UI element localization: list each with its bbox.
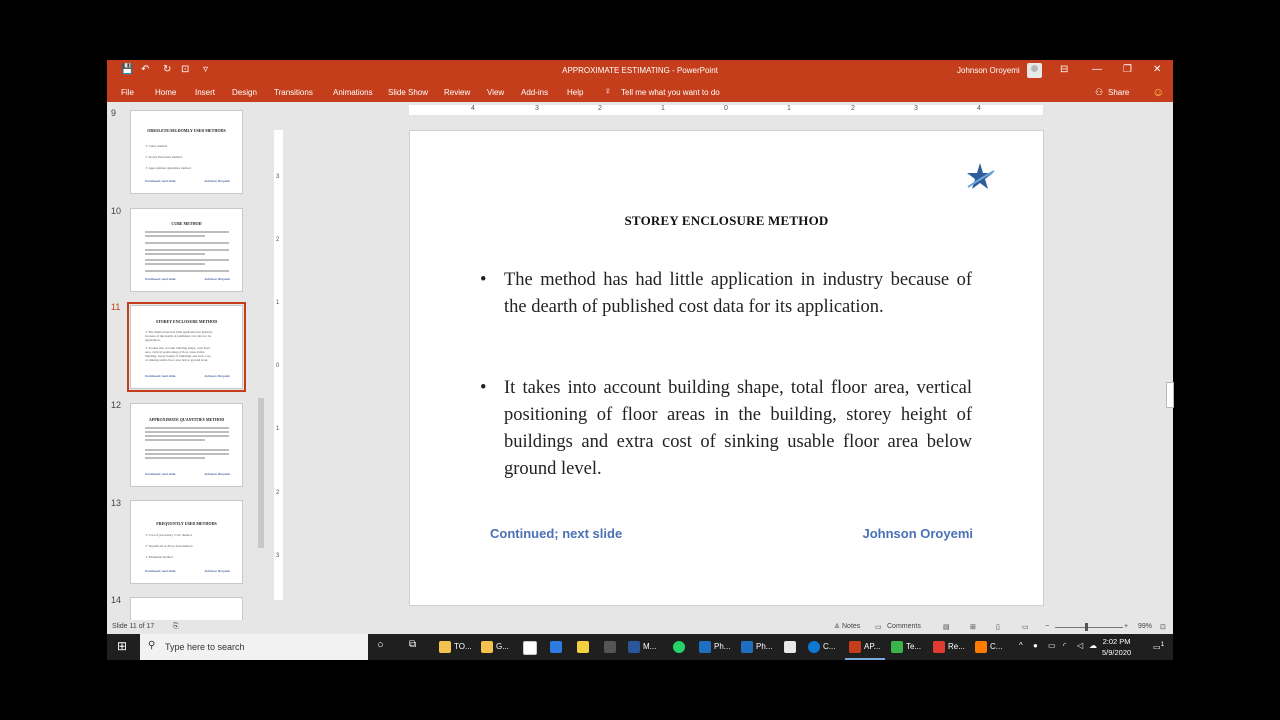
- taskbar-app-edge[interactable]: C...: [808, 641, 835, 653]
- thumb-title: OBSOLETE/SELDOMLY USED METHODS: [147, 128, 226, 133]
- thumb-text-line: [145, 263, 205, 265]
- thumb-text-line: [145, 270, 229, 272]
- thumb-number: 9: [111, 108, 117, 118]
- ruler-tick: 1: [661, 105, 665, 112]
- taskbar-app-document[interactable]: [784, 641, 799, 653]
- ruler-tick: 4: [977, 105, 981, 112]
- vertical-ruler: [274, 130, 283, 600]
- camtasia-icon: [891, 641, 903, 653]
- slide-footer-right[interactable]: Johnson Oroyemi: [862, 526, 973, 541]
- thumb-line: area, vertical positioning of floor areas in the: [145, 350, 205, 354]
- comments-button[interactable]: Comments: [887, 623, 921, 630]
- taskbar-app-photos-1[interactable]: Ph...: [699, 641, 730, 653]
- ruler-tick: 1: [276, 426, 280, 432]
- bullet-text: The method has had little application in industry because of the dearth of published cost data for its application.: [504, 270, 972, 317]
- ruler-tick: 0: [724, 105, 728, 112]
- photos-icon: [699, 641, 711, 653]
- ruler-tick: 1: [787, 105, 791, 112]
- smiley-feedback-icon[interactable]: ☺: [1152, 85, 1165, 99]
- tray-app-icon[interactable]: ●: [1033, 641, 1038, 650]
- thumb-text-line: [145, 249, 229, 251]
- slide-scrollbar[interactable]: [1165, 102, 1173, 620]
- clock-date: 5/9/2020: [1102, 648, 1132, 657]
- thumb-text-line: [145, 253, 205, 255]
- powerpoint-icon: [849, 641, 861, 653]
- thumb-line: ➢ Cubic method: [145, 144, 168, 148]
- folder-icon: [439, 641, 451, 653]
- thumb-line: ➢ Superficial or Floor Area method: [145, 544, 193, 548]
- tab-add-ins[interactable]: Add-ins: [521, 88, 549, 97]
- taskbar-app-calculator[interactable]: [604, 641, 619, 653]
- tab-design[interactable]: Design: [232, 88, 257, 97]
- edge-icon: [808, 641, 820, 653]
- ruler-tick: 2: [276, 490, 280, 496]
- user-name[interactable]: Johnson Oroyemi: [957, 66, 1020, 75]
- whatsapp-icon: [673, 641, 685, 653]
- notification-count: 1: [1160, 641, 1165, 648]
- taskbar-app-word[interactable]: M...: [628, 641, 656, 653]
- taskbar-app-mail[interactable]: [550, 641, 565, 653]
- scrollbar-thumb[interactable]: [1166, 382, 1174, 408]
- ribbon-display-options-icon[interactable]: ⊟: [1060, 64, 1069, 75]
- tab-animations[interactable]: Animations: [333, 88, 373, 97]
- store-icon: [523, 641, 537, 655]
- scrollbar-thumb[interactable]: [258, 398, 264, 548]
- person-icon: ⚇: [1095, 87, 1104, 97]
- thumb-line: ➢ Storey Enclosure method: [145, 155, 182, 159]
- thumb-text-line: [145, 431, 229, 433]
- ruler-tick: 1: [276, 300, 280, 306]
- illustrator-icon: [975, 641, 987, 653]
- mail-icon: [550, 641, 562, 653]
- slide-thumbnail-12[interactable]: [130, 403, 243, 487]
- thumb-line: building, storey height of buildings and extra cost: [145, 354, 211, 358]
- undo-icon[interactable]: ↶: [141, 64, 150, 75]
- ruler-tick: 2: [851, 105, 855, 112]
- tab-view[interactable]: View: [487, 88, 505, 97]
- thumb-title: STOREY ENCLOSURE METHOD: [155, 319, 218, 324]
- taskbar-app-whatsapp[interactable]: [673, 641, 688, 653]
- taskbar-app-sticky-notes[interactable]: [577, 641, 592, 653]
- search-icon: ⚲: [148, 640, 156, 651]
- photos-icon: [741, 641, 753, 653]
- save-icon[interactable]: 💾: [121, 64, 134, 75]
- thumb-line: of sinking usable floor area below ground level.: [145, 358, 209, 362]
- redo-icon[interactable]: ↻: [163, 64, 172, 75]
- thumb-title: CUBE METHOD: [171, 221, 202, 226]
- cortana-icon[interactable]: ○: [377, 639, 384, 651]
- thumb-footer: Continued; next slide Johnson Oroyemi: [145, 179, 230, 183]
- tab-insert[interactable]: Insert: [195, 88, 216, 97]
- thumb-text-line: [145, 242, 229, 244]
- sticky-notes-icon: [577, 641, 589, 653]
- tab-slide-show[interactable]: Slide Show: [388, 88, 429, 97]
- slide-thumbnail-14[interactable]: [130, 597, 243, 620]
- slide-editor: [270, 102, 1173, 620]
- thumb-line: ➢ It takes into account building shape, total floor: [145, 346, 211, 350]
- spellcheck-icon[interactable]: ⎘: [173, 623, 179, 630]
- customize-toolbar-icon[interactable]: ▿: [203, 64, 209, 75]
- ruler-tick: 3: [276, 553, 280, 559]
- zoom-level[interactable]: 99%: [1138, 623, 1153, 630]
- windows-taskbar: [107, 634, 1173, 660]
- thumb-number: 12: [111, 400, 122, 410]
- zoom-out-button[interactable]: −: [1045, 623, 1050, 630]
- taskbar-app-recorder[interactable]: Re...: [933, 641, 965, 653]
- recorder-icon: [933, 641, 945, 653]
- slide-thumbnails-pane[interactable]: [107, 102, 267, 620]
- thumb-line: ➢ Elemental method: [145, 555, 173, 559]
- thumb-text-line: [145, 435, 229, 437]
- volume-icon[interactable]: ◁: [1077, 641, 1084, 650]
- thumb-number: 13: [111, 498, 122, 508]
- network-icon[interactable]: ◜: [1063, 641, 1067, 650]
- slide-sorter-icon[interactable]: ⊞: [970, 624, 976, 631]
- company-logo: [960, 161, 1000, 195]
- calculator-icon: [604, 641, 616, 653]
- folder-icon: [481, 641, 493, 653]
- thumb-number: 14: [111, 595, 122, 605]
- slide-thumbnail-13[interactable]: [130, 500, 243, 584]
- taskbar-app-photos-2[interactable]: Ph...: [741, 641, 772, 653]
- close-button[interactable]: ✕: [1153, 64, 1162, 75]
- thumb-line: ➢ Cost of previously 'Cost' method: [145, 533, 192, 537]
- task-view-icon[interactable]: ⧉: [409, 639, 417, 650]
- comments-icon[interactable]: ▭: [875, 624, 882, 631]
- ruler-tick: 3: [276, 174, 280, 180]
- ruler-tick: 3: [535, 105, 539, 112]
- fit-to-window-icon[interactable]: ⊡: [1160, 624, 1166, 631]
- thumb-text-line: [145, 235, 205, 237]
- zoom-in-button[interactable]: +: [1124, 623, 1129, 630]
- thumb-footer: Continued; next slide Johnson Oroyemi: [145, 374, 230, 378]
- ruler-tick: 0: [276, 363, 280, 369]
- thumb-text-line: [145, 453, 229, 455]
- thumb-footer: Continued; next slide Johnson Oroyemi: [145, 569, 230, 573]
- reading-view-icon[interactable]: ▯: [996, 624, 1000, 631]
- clock-time: 2:02 PM: [1102, 637, 1131, 646]
- restore-button[interactable]: ❐: [1123, 64, 1132, 75]
- thumb-text-line: [145, 449, 229, 451]
- slide-indicator: Slide 11 of 17: [112, 623, 155, 630]
- thumb-text-line: [145, 259, 229, 261]
- bullet-item[interactable]: [480, 375, 972, 483]
- bullet-icon: •: [480, 378, 487, 398]
- slide-thumbnail-10[interactable]: [130, 208, 243, 292]
- thumb-text-line: [145, 427, 229, 429]
- title-bar: [107, 60, 1173, 82]
- tab-file[interactable]: File: [121, 88, 134, 97]
- tab-transitions[interactable]: Transitions: [274, 88, 313, 97]
- thumb-text-line: [145, 457, 205, 459]
- slide-thumbnail-9[interactable]: [130, 110, 243, 194]
- slide-title[interactable]: STOREY ENCLOSURE METHOD: [624, 213, 829, 228]
- horizontal-ruler: [409, 105, 1043, 115]
- tab-home[interactable]: Home: [155, 88, 177, 97]
- taskbar-search[interactable]: [140, 634, 368, 660]
- normal-view-icon[interactable]: ▤: [943, 624, 950, 631]
- thumb-line: ➢ The method has had little application in industry: [145, 330, 213, 334]
- window-title: APPROXIMATE ESTIMATING - PowerPoint: [562, 66, 718, 75]
- thumbnails-scrollbar[interactable]: [258, 158, 265, 620]
- avatar[interactable]: [1027, 63, 1042, 78]
- thumb-number: 10: [111, 206, 122, 216]
- thumb-text-line: [145, 439, 205, 441]
- thumb-footer: Continued; next slide Johnson Oroyemi: [145, 472, 230, 476]
- present-from-beginning-icon[interactable]: ⊡: [181, 64, 190, 75]
- tray-chevron-icon[interactable]: ^: [1019, 641, 1023, 650]
- tab-review[interactable]: Review: [444, 88, 471, 97]
- powerpoint-window: [107, 60, 1173, 660]
- thumb-line: application.: [145, 338, 161, 342]
- lightbulb-icon: ♀: [604, 86, 612, 97]
- slide-thumbnail-11[interactable]: [130, 305, 243, 389]
- notes-button[interactable]: Notes: [842, 623, 861, 630]
- minimize-button[interactable]: —: [1092, 64, 1102, 75]
- bullet-text: It takes into account building shape, total floor area, vertical positioning of floor areas in the building, storey height of buildings and extra cost of sinking usable floor area below ground level.: [504, 378, 972, 479]
- windows-start-icon[interactable]: ⊞: [117, 639, 128, 653]
- taskbar-app-explorer-1[interactable]: TO...: [439, 641, 472, 653]
- word-icon: [628, 641, 640, 653]
- ruler-tick: 2: [598, 105, 602, 112]
- ribbon-tabs: [107, 82, 1173, 102]
- thumb-title: FREQUENTLY USED METHODS: [156, 521, 217, 526]
- active-app-indicator: [845, 658, 885, 660]
- share-button[interactable]: Share: [1108, 88, 1130, 97]
- taskbar-app-powerpoint[interactable]: AP...: [849, 641, 880, 653]
- notes-icon[interactable]: ≙: [834, 624, 840, 631]
- battery-icon[interactable]: ▭: [1048, 641, 1056, 650]
- thumb-footer: Continued; next slide Johnson Oroyemi: [145, 277, 230, 281]
- thumb-line: because of the dearth of published cost data for its: [145, 334, 212, 338]
- search-input[interactable]: Type here to search: [165, 642, 245, 652]
- taskbar-app-illustrator[interactable]: C...: [975, 641, 1002, 653]
- ruler-tick: 3: [914, 105, 918, 112]
- taskbar-app-camtasia[interactable]: Te...: [891, 641, 921, 653]
- taskbar-app-explorer-2[interactable]: G...: [481, 641, 509, 653]
- tell-me-search[interactable]: Tell me what you want to do: [621, 88, 720, 97]
- thumb-line: ➢ Approximate Quantities method: [145, 166, 191, 170]
- bullet-item[interactable]: [480, 267, 972, 321]
- tab-help[interactable]: Help: [567, 88, 584, 97]
- document-icon: [784, 641, 796, 653]
- taskbar-app-store[interactable]: [523, 641, 540, 655]
- slide-footer-left[interactable]: Continued; next slide: [490, 526, 623, 541]
- notification-center-icon[interactable]: ▭$^1$: [1153, 641, 1165, 652]
- ruler-tick: 4: [471, 105, 475, 112]
- taskbar-clock[interactable]: [1102, 636, 1131, 658]
- onedrive-icon[interactable]: ☁: [1089, 641, 1097, 650]
- thumb-title: APPROXIMATE QUANTITIES METHOD: [148, 417, 225, 422]
- zoom-slider[interactable]: [1055, 627, 1123, 628]
- bullet-icon: •: [480, 270, 487, 290]
- slide-show-icon[interactable]: ▭: [1022, 624, 1029, 631]
- status-bar: [107, 620, 1173, 634]
- slide-canvas[interactable]: [409, 130, 1044, 606]
- thumb-text-line: [145, 231, 229, 233]
- thumb-number: 11: [111, 302, 121, 312]
- zoom-slider-thumb[interactable]: [1085, 623, 1088, 631]
- ruler-tick: 2: [276, 237, 280, 243]
